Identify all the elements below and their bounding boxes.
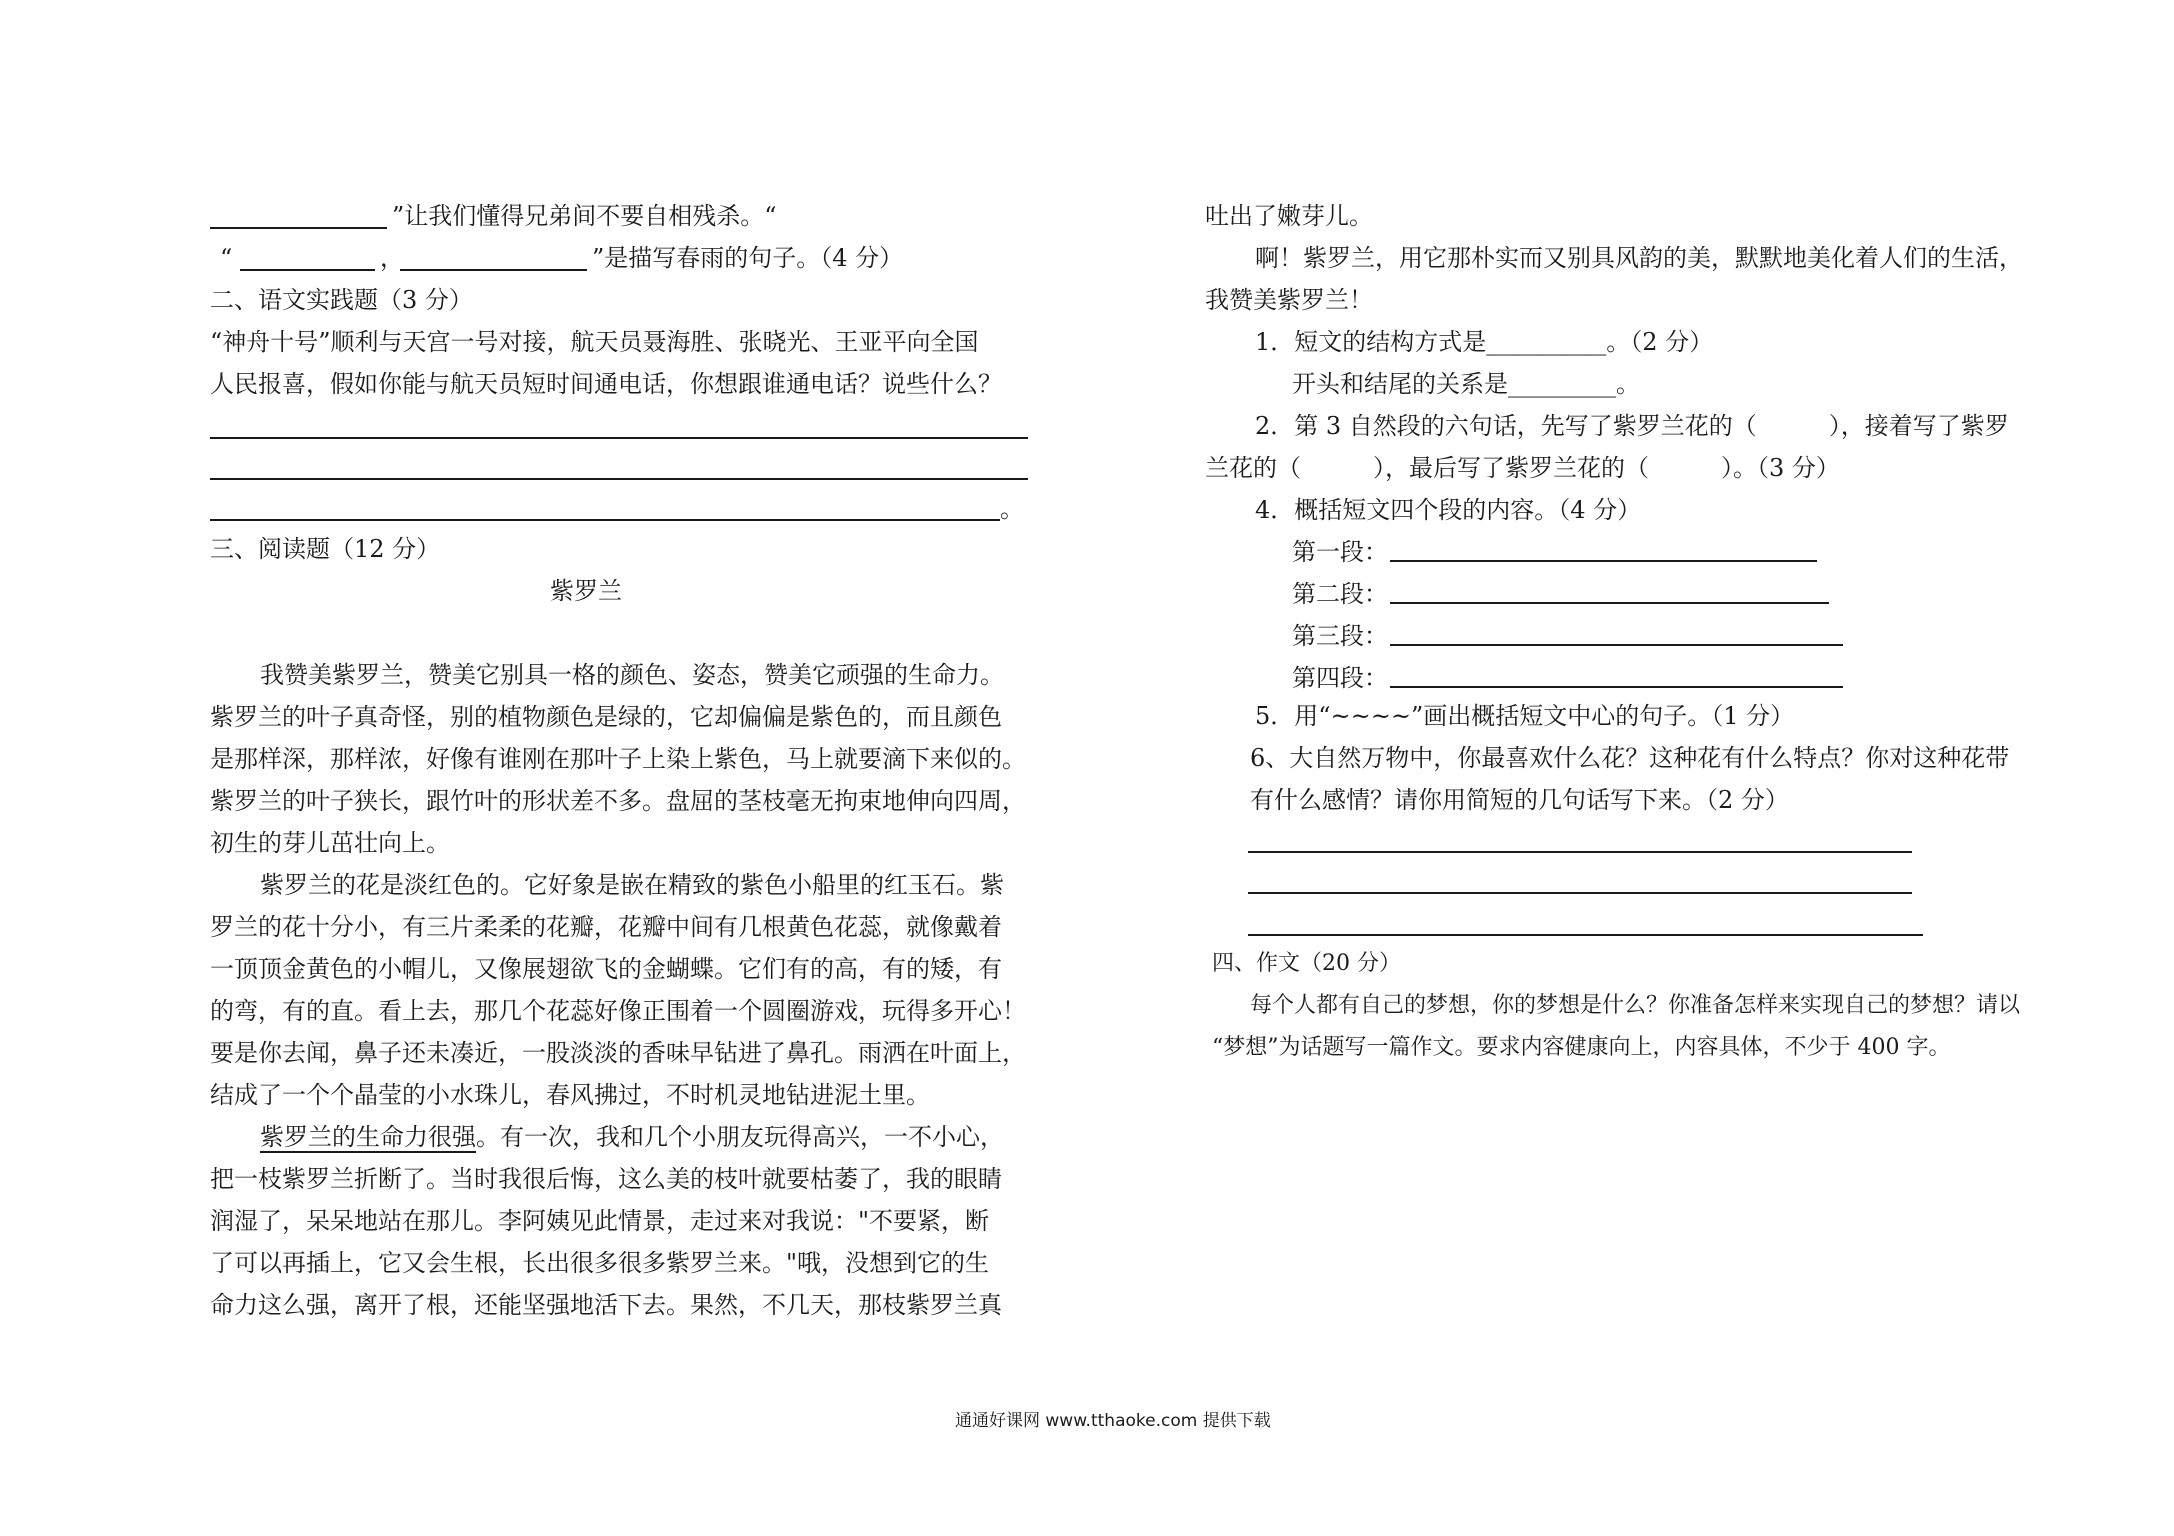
answer-blank[interactable] (210, 227, 387, 229)
article-line: 紫罗兰的叶子真奇怪，别的植物颜色是绿的，它却偏偏是紫色的，而且颜色 (210, 703, 1002, 731)
paragraph-label: 第一段： (1292, 538, 1388, 566)
answer-line[interactable] (210, 519, 1000, 521)
answer-blank[interactable] (400, 269, 587, 271)
article-line: 要是你去闻，鼻子还未凑近，一股淡淡的香味早钻进了鼻孔。雨洒在叶面上， (210, 1039, 1026, 1067)
question-2b: 兰花的（ ），最后写了紫罗兰花的（ ）。（3 分） (1205, 454, 1840, 482)
answer-line[interactable] (1248, 851, 1912, 853)
underlined-sentence: 紫罗兰的生命力很强 (260, 1123, 476, 1151)
period: 。 (1000, 495, 1024, 523)
section-heading: 三、阅读题（12 分） (210, 535, 441, 563)
question-6: 6、大自然万物中，你最喜欢什么花？这种花有什么特点？你对这种花带 (1250, 744, 2010, 772)
question-text: “神舟十号”顺利与天宫一号对接，航天员聂海胜、张晓光、王亚平向全国 (210, 328, 979, 356)
article-line: 罗兰的花十分小，有三片柔柔的花瓣，花瓣中间有几根黄色花蕊，就像戴着 (210, 913, 1002, 941)
page-footer: 通通好课网 www.tthaoke.com 提供下载 (955, 1411, 1271, 1431)
section-heading: 四、作文（20 分） (1212, 951, 1401, 976)
question-2: 2．第 3 自然段的六句话，先写了紫罗兰花的（ ），接着写了紫罗 (1255, 412, 2009, 440)
article-line: 紫罗兰的花是淡红色的。它好象是嵌在精致的紫色小船里的红玉石。紫 (260, 871, 1004, 899)
answer-blank[interactable] (240, 269, 375, 271)
section-heading: 二、语文实践题（3 分） (210, 286, 473, 314)
paragraph-label: 第二段： (1292, 580, 1388, 608)
article-line: 了可以再插上，它又会生根，长出很多很多紫罗兰来。"哦，没想到它的生 (210, 1249, 990, 1277)
answer-line[interactable] (1248, 892, 1912, 894)
article-line: 初生的芽儿茁壮向上。 (210, 829, 450, 857)
article-line: 吐出了嫩芽儿。 (1205, 202, 1373, 230)
article-line: 是那样深，那样浓，好像有谁刚在那叶子上染上紫色，马上就要滴下来似的。 (210, 745, 1026, 773)
article-line: 命力这么强，离开了根，还能坚强地活下去。果然，不几天，那枝紫罗兰真 (210, 1291, 1002, 1319)
essay-prompt: “梦想”为话题写一篇作文。要求内容健康向上，内容具体，不少于 400 字。 (1212, 1035, 1951, 1060)
quote-mark: “ (220, 244, 233, 272)
paragraph-label: 第三段： (1292, 622, 1388, 650)
answer-line[interactable] (1390, 644, 1843, 646)
article-line: 紫罗兰的叶子狭长，跟竹叶的形状差不多。盘屈的茎枝毫无拘束地伸向四周， (210, 787, 1026, 815)
question-6b: 有什么感情？请你用简短的几句话写下来。（2 分） (1250, 786, 1789, 814)
article-line: 一顶顶金黄色的小帽儿，又像展翅欲飞的金蝴蝶。它们有的高，有的矮，有 (210, 955, 1002, 983)
article-line: 。有一次，我和几个小朋友玩得高兴，一不小心， (476, 1123, 1004, 1151)
question-4: 4．概括短文四个段的内容。（4 分） (1255, 496, 1642, 524)
exam-text-line: ”是描写春雨的句子。（4 分） (592, 244, 904, 272)
article-line: 我赞美紫罗兰，赞美它别具一格的颜色、姿态，赞美它顽强的生命力。 (260, 661, 1004, 689)
answer-line[interactable] (1390, 686, 1843, 688)
article-line: 润湿了，呆呆地站在那儿。李阿姨见此情景，走过来对我说："不要紧，断 (210, 1207, 990, 1235)
article-line: 把一枝紫罗兰折断了。当时我很后悔，这么美的枝叶就要枯萎了，我的眼睛 (210, 1165, 1002, 1193)
answer-line[interactable] (1390, 602, 1829, 604)
answer-line[interactable] (210, 437, 1028, 439)
question-1b: 开头和结尾的关系是_________。 (1292, 370, 1640, 398)
question-1: 1．短文的结构方式是__________。（2 分） (1255, 328, 1714, 356)
article-line: 结成了一个个晶莹的小水珠儿，春风拂过，不时机灵地钻进泥土里。 (210, 1081, 930, 1109)
essay-prompt: 每个人都有自己的梦想，你的梦想是什么？你准备怎样来实现自己的梦想？请以 (1250, 993, 2021, 1018)
question-text: 人民报喜，假如你能与航天员短时间通电话，你想跟谁通电话？说些什么？ (210, 370, 1002, 398)
article-title: 紫罗兰 (550, 577, 622, 605)
article-line: 我赞美紫罗兰！ (1205, 286, 1373, 314)
answer-line[interactable] (1248, 934, 1923, 936)
answer-line[interactable] (1390, 560, 1817, 562)
paragraph-label: 第四段： (1292, 664, 1388, 692)
comma: ， (380, 244, 404, 272)
article-line: 的弯，有的直。看上去，那几个花蕊好像正围着一个圆圈游戏，玩得多开心！ (210, 997, 1026, 1025)
article-line: 啊！紫罗兰，用它那朴实而又别具风韵的美，默默地美化着人们的生活， (1255, 244, 2023, 272)
question-5: 5．用“~~~~”画出概括短文中心的句子。（1 分） (1255, 702, 1795, 730)
exam-text-line: ”让我们懂得兄弟间不要自相残杀。“ (392, 202, 777, 230)
answer-line[interactable] (210, 478, 1028, 480)
